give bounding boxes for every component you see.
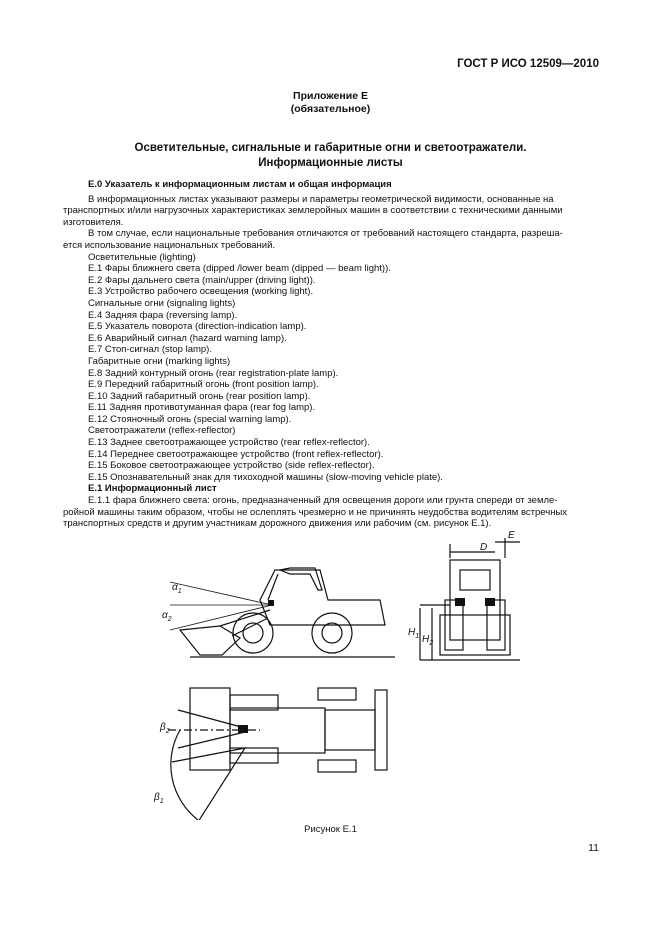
label-alpha1: $\alpha_1$ <box>172 582 182 595</box>
list-item: Е.3 Устройство рабочего освещения (working light). <box>88 286 314 298</box>
headlight-mark <box>485 598 495 606</box>
label-E: E <box>508 530 515 541</box>
main-title-line1: Осветительные, сигнальные и габаритные огни и светоотражатели. <box>134 142 527 154</box>
loader-top-view <box>168 688 387 820</box>
label-H2: $H_2$ <box>422 634 434 647</box>
section0-para1-line1: В информационных листах указывают размеры и параметры геометрической видимости, основанные на <box>88 193 554 205</box>
main-title <box>0 141 661 171</box>
section0-para2-line1: В том случае, если национальные требования отличаются от требований настоящего стандарта, разреша- <box>88 228 563 240</box>
label-H1: $H_1$ <box>408 627 420 640</box>
figure-e1 <box>150 530 550 820</box>
section0-para1-line2: транспортных и/или нагрузочных характеристиках землеройных машин в соответствии с техническими данными <box>63 205 563 217</box>
list-item: Е.7 Стоп-сигнал (stop lamp). <box>88 344 212 356</box>
list-item: Сигнальные огни (signaling lights) <box>88 297 236 309</box>
headlight-mark <box>455 598 465 606</box>
list-item: Е.15 Опознавательный знак для тихоходной машины (slow-moving vehicle plate). <box>88 471 443 483</box>
label-beta1: $\beta_1$ <box>154 792 164 805</box>
list-item: Е.6 Аварийный сигнал (hazard warning lamp). <box>88 332 287 344</box>
list-item: Осветительные (lighting) <box>88 251 196 263</box>
headlight-mark <box>268 600 274 606</box>
label-alpha2: $\alpha_2$ <box>162 610 172 623</box>
document-code: ГОСТ Р ИСО 12509—2010 <box>457 58 599 70</box>
list-item: Е.1 Фары ближнего света (dipped /lower beam (dipped — beam light)). <box>88 263 391 275</box>
label-D: D <box>480 542 488 553</box>
appendix-heading <box>0 90 661 116</box>
list-item: Е.12 Стояночный огонь (special warning lamp). <box>88 413 292 425</box>
list-item: Е.10 Задний габаритный огонь (rear position lamp). <box>88 390 311 402</box>
list-item: Е.5 Указатель поворота (direction-indication lamp). <box>88 321 307 333</box>
list-item: Светоотражатели (reflex-reflector) <box>88 425 236 437</box>
main-title-line2: Информационные листы <box>258 157 403 169</box>
loader-front-view <box>420 538 520 660</box>
figure-caption: Рисунок Е.1 <box>304 824 357 835</box>
list-item: Е.4 Задняя фара (reversing lamp). <box>88 309 238 321</box>
list-item: Е.13 Заднее светоотражающее устройство (rear reflex-reflector). <box>88 437 370 449</box>
list-item: Е.9 Передний габаритный огонь (front position lamp). <box>88 379 319 391</box>
section1-heading: Е.1 Информационный лист <box>88 483 217 495</box>
list-item: Е.14 Переднее светоотражающее устройство (front reflex-reflector). <box>88 448 384 460</box>
loader-side-view <box>180 568 385 655</box>
appendix-title: Приложение Е <box>293 90 368 102</box>
list-item: Е.2 Фары дальнего света (main/upper (driving light)). <box>88 274 316 286</box>
list-item: Е.11 Задняя противотуманная фара (rear fog lamp). <box>88 402 316 414</box>
section0-para1-line3: изготовителя. <box>63 216 124 228</box>
headlight-mark <box>238 725 248 733</box>
body-text <box>63 179 598 530</box>
section1-para-line3: транспортных средств и другим участникам дорожного движения или рабочим (см. рисунок Е.1). <box>63 518 492 530</box>
light-ray-lines <box>170 582 272 630</box>
list-item: Габаритные огни (marking lights) <box>88 355 231 367</box>
list-item: Е.15 Боковое светоотражающее устройство (side reflex-reflector). <box>88 460 375 472</box>
label-beta2: $\beta_2$ <box>160 722 170 735</box>
page-number: 11 <box>588 842 599 854</box>
appendix-status: (обязательное) <box>290 103 371 115</box>
section0-para2-line2: ется использование национальных требований. <box>63 239 276 251</box>
section1-para-line1: Е.1.1 фара ближнего света: огонь, предназначенный для освещения дороги или грунта спереди от земле- <box>88 495 558 507</box>
section1-para-line2: ройной машины таким образом, чтобы не ослеплять чрезмерно и не причинять неудобства водителям встречных <box>63 506 568 518</box>
list-item: Е.8 Задний контурный огонь (rear registration-plate lamp). <box>88 367 339 379</box>
section0-heading: Е.0 Указатель к информационным листам и общая информация <box>88 179 392 190</box>
